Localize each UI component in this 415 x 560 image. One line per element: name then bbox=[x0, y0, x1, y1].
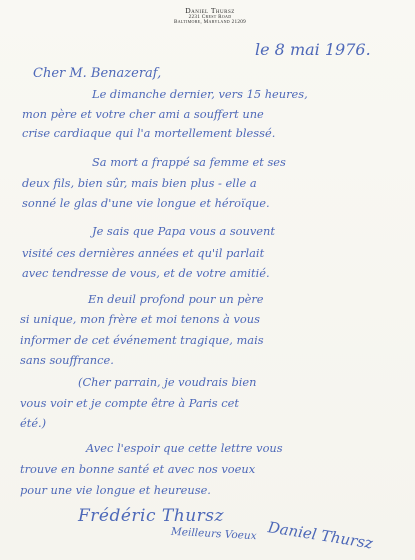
body-line: Sa mort a frappé sa femme et ses bbox=[92, 155, 286, 169]
body-line: Je sais que Papa vous a souvent bbox=[92, 224, 275, 238]
body-line: deux fils, bien sûr, mais bien plus - elle a bbox=[22, 176, 257, 190]
body-line: sans souffrance. bbox=[20, 353, 114, 367]
body-line: été.) bbox=[20, 416, 47, 430]
body-line: vous voir et je compte être à Paris cet bbox=[20, 396, 239, 410]
closing-wishes: Meilleurs Voeux bbox=[170, 525, 257, 543]
salutation: Cher M. Benazeraf, bbox=[33, 66, 162, 81]
body-line: trouve en bonne santé et avec nos voeux bbox=[20, 462, 256, 476]
body-line: (Cher parrain, je voudrais bien bbox=[78, 375, 257, 389]
signature-daniel: Daniel Thursz bbox=[266, 518, 375, 553]
body-line: sonné le glas d'une vie longue et héroïque. bbox=[22, 196, 270, 210]
body-line: avec tendresse de vous, et de votre amitié. bbox=[22, 266, 270, 280]
body-line: crise cardiaque qui l'a mortellement blessé. bbox=[22, 126, 276, 140]
signature-frederic: Frédéric Thursz bbox=[78, 506, 224, 526]
letter-date: le 8 mai 1976. bbox=[255, 40, 371, 59]
body-line: informer de cet événement tragique, mais bbox=[20, 333, 264, 347]
letterhead-name: Daniel Thursz bbox=[185, 6, 235, 15]
body-line: si unique, mon frère et moi tenons à vous bbox=[20, 312, 260, 326]
body-line: visité ces dernières années et qu'il parlait bbox=[22, 246, 265, 260]
body-line: pour une vie longue et heureuse. bbox=[20, 483, 211, 497]
letterhead bbox=[140, 7, 280, 26]
body-line: Le dimanche dernier, vers 15 heures, bbox=[92, 87, 308, 101]
letterhead-city: Baltimore, Maryland 21209 bbox=[173, 19, 247, 26]
body-line: mon père et votre cher ami a souffert une bbox=[22, 107, 264, 121]
letterhead-street: 2231 Crest Road bbox=[188, 13, 232, 20]
body-line: Avec l'espoir que cette lettre vous bbox=[86, 441, 283, 455]
body-line: En deuil profond pour un père bbox=[88, 292, 264, 306]
